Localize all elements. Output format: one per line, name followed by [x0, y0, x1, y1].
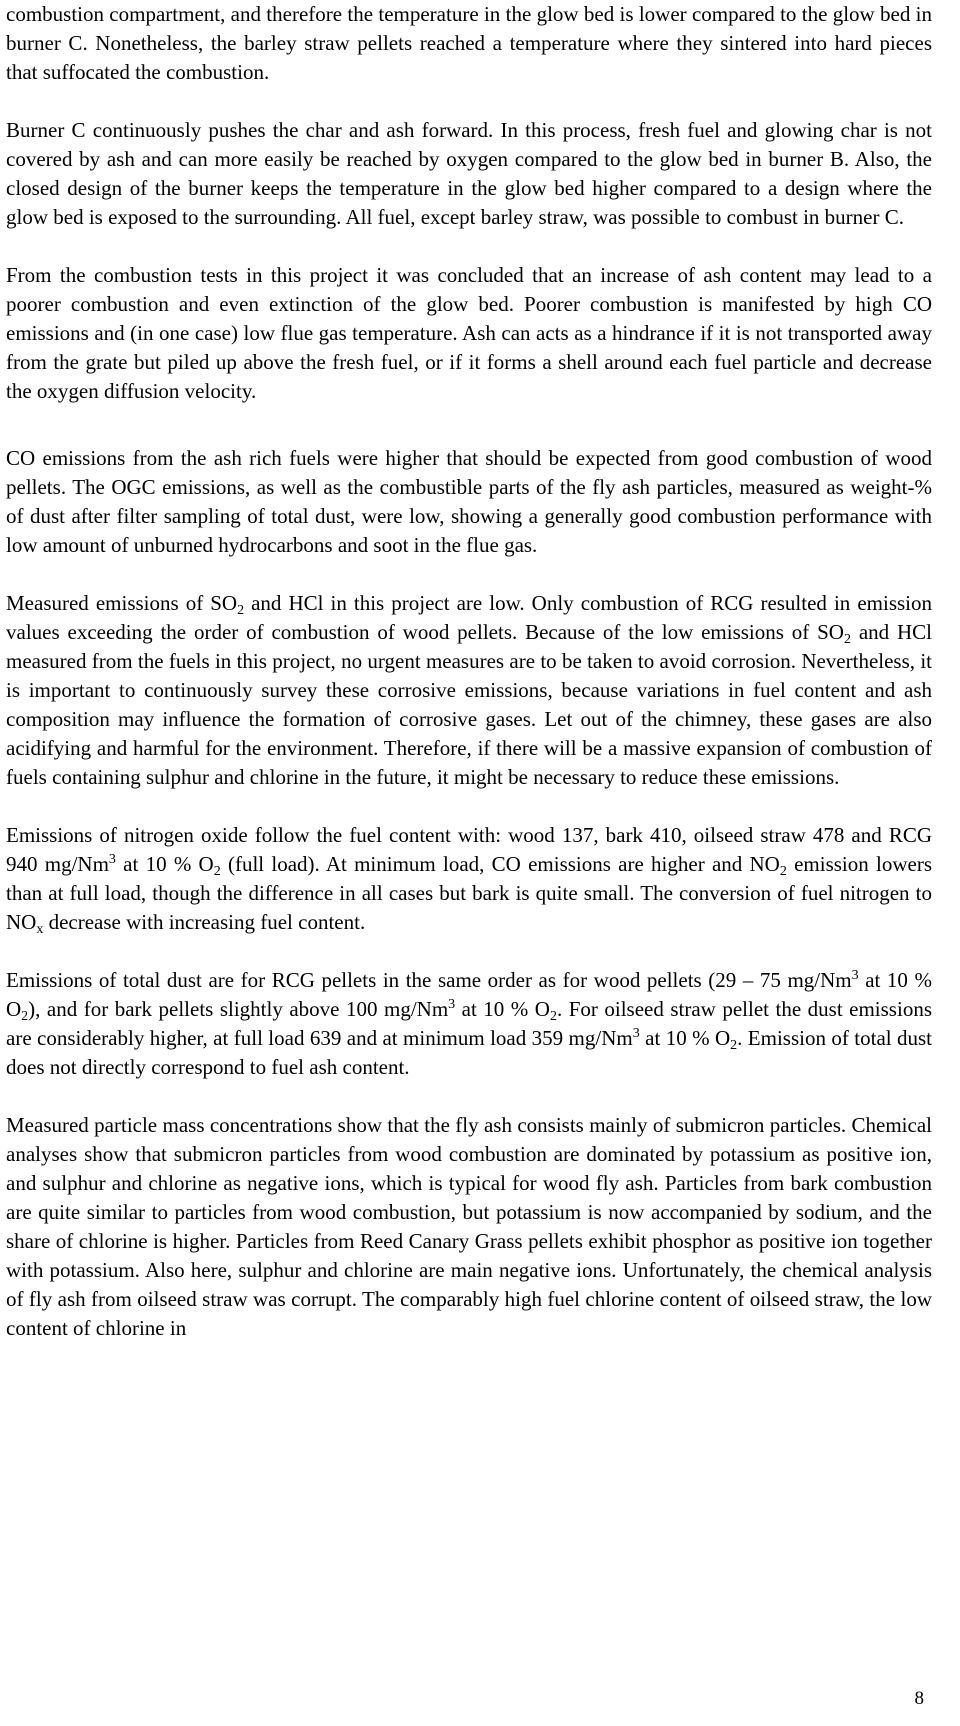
- superscript: 3: [632, 1026, 640, 1041]
- text-run: at 10 % O: [115, 852, 214, 876]
- subscript: x: [36, 922, 44, 937]
- subscript: 2: [237, 603, 245, 618]
- paragraph-total-dust: [6, 966, 932, 1082]
- document-page: [6, 0, 932, 1343]
- text-run: decrease with increasing fuel content.: [43, 910, 366, 934]
- text-run: at 10 % O: [639, 1026, 731, 1050]
- subscript: 2: [21, 1009, 29, 1024]
- text-run: Emissions of total dust are for RCG pellets in the same order as for wood pellets (29 – 75 mg/Nm: [6, 968, 852, 992]
- paragraph-burner-b-continuation: combustion compartment, and therefore the temperature in the glow bed is lower compared to the glow bed in burner C. Nonetheless, the barley straw pellets reached a temperature where they sintered into hard pieces that suffocated the combustion.: [6, 2, 932, 84]
- paragraph-particle-mass: Measured particle mass concentrations show that the fly ash consists mainly of submicron particles. Chemical analyses show that submicron particles from wood combustion are dominated by potassium as positive ion, and sulphur and chlorine as negative ions, which is typical for wood fly ash. Particles from bark combustion are quite similar to particles from wood combustion, but potassium is now accompanied by sodium, and the share of chlorine is higher. Particles from Reed Canary Grass pellets exhibit phosphor as positive ion together with potassium. Also here, sulphur and chlorine are main negative ions. Unfortunately, the chemical analysis of fly ash from oilseed straw was corrupt. The comparably high fuel chlorine content of oilseed straw, the low content of chlorine in: [6, 1113, 932, 1340]
- text-run: ), and for bark pellets slightly above 100 mg/Nm: [28, 997, 449, 1021]
- superscript: 3: [108, 852, 116, 867]
- text-run: (full load). At minimum load, CO emissions are higher and NO: [220, 852, 780, 876]
- subscript: 2: [213, 864, 221, 879]
- subscript: 2: [549, 1009, 557, 1024]
- text-run: and HCl measured from the fuels in this project, no urgent measures are to be taken to avoid corrosion. Nevertheless, it is important to continuously survey these corrosive emissions, because variations in fuel content and ash composition may influence the formation of corrosive gases. Let out of the chimney, these gases are also acidifying and harmful for the environment. Therefore, if there will be a massive expansion of combustion of fuels containing sulphur and chlorine in the future, it might be necessary to reduce these emissions.: [6, 620, 933, 789]
- paragraph-nitrogen-oxide: [6, 821, 932, 937]
- paragraph-burner-c: Burner C continuously pushes the char and ash forward. In this process, fresh fuel and glowing char is not covered by ash and can more easily be reached by oxygen compared to the glow bed in burner B. Also, the closed design of the burner keeps the temperature in the glow bed higher compared to a design where the glow bed is exposed to the surrounding. All fuel, except barley straw, was possible to combust in burner C.: [6, 118, 932, 229]
- text-run: emission lowers than at full load, though the difference in all cases but bark is quite small. The conversion of fuel nitrogen to NO: [6, 852, 932, 934]
- page-number: 8: [914, 1688, 924, 1709]
- subscript: 2: [730, 1038, 738, 1053]
- paragraph-ash-content: From the combustion tests in this project it was concluded that an increase of ash content may lead to a poorer combustion and even extinction of the glow bed. Poorer combustion is manifested by high CO emissions and (in one case) low flue gas temperature. Ash can acts as a hindrance if it is not transported away from the grate but piled up above the fresh fuel, or if it forms a shell around each fuel particle and decrease the oxygen diffusion velocity.: [6, 263, 932, 403]
- text-run: Measured emissions of SO: [6, 591, 238, 615]
- text-run: Emissions of nitrogen oxide follow the fuel content with: wood 137, bark 410, oilseed straw 478 and RCG 940 mg/Nm: [6, 823, 932, 876]
- superscript: 3: [448, 997, 456, 1012]
- text-run: and HCl in this project are low. Only combustion of RCG resulted in emission values exceeding the order of combustion of wood pellets. Because of the low emissions of SO: [6, 591, 932, 644]
- paragraph-so2-hcl: [6, 589, 932, 792]
- subscript: 2: [779, 864, 787, 879]
- superscript: 3: [851, 968, 859, 983]
- paragraph-co-emissions: CO emissions from the ash rich fuels were higher that should be expected from good combustion of wood pellets. The OGC emissions, as well as the combustible parts of the fly ash particles, measured as weight-% of dust after filter sampling of total dust, were low, showing a generally good combustion performance with low amount of unburned hydrocarbons and soot in the flue gas.: [6, 446, 932, 557]
- text-run: at 10 % O: [455, 997, 550, 1021]
- text-run: at 10 % O: [6, 968, 932, 1021]
- subscript: 2: [843, 632, 851, 647]
- text-run: . Emission of total dust does not directly correspond to fuel ash content.: [6, 1026, 933, 1079]
- text-run: . For oilseed straw pellet the dust emissions are considerably higher, at full load 639 and at minimum load 359 mg/Nm: [6, 997, 932, 1050]
